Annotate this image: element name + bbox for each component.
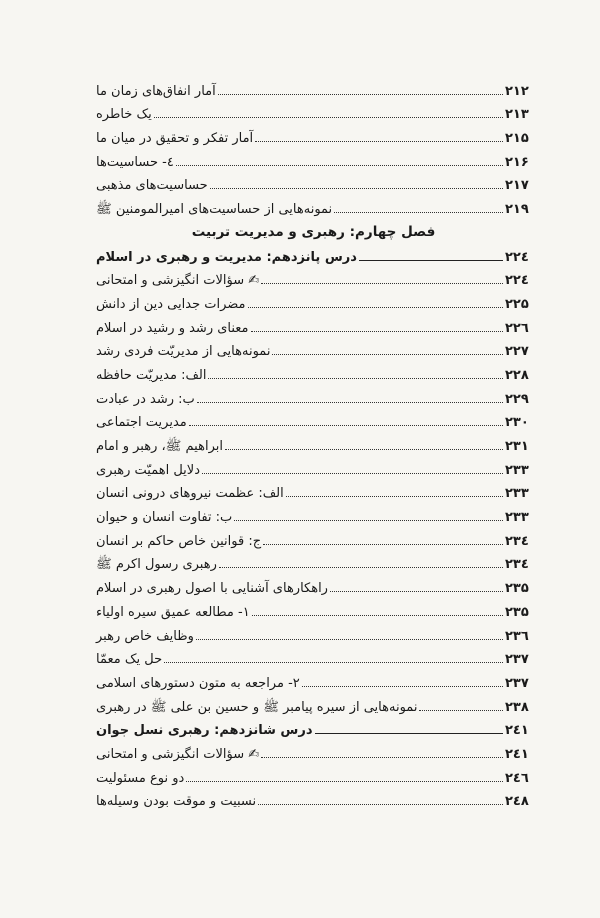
toc-entry-page: ۲۳۱ <box>505 439 529 454</box>
toc-entry <box>92 147 535 171</box>
toc-entry-title: ۱- مطالعه عمیق سیره اولیاء <box>96 604 250 620</box>
dot-leader <box>263 543 503 545</box>
dot-leader <box>189 424 503 426</box>
toc-entry-title: ب: تفاوت انسان و حیوان <box>96 510 233 526</box>
toc-entry <box>92 384 535 408</box>
dot-leader <box>261 756 503 758</box>
toc-entry-title: دو نوع مسئولیت <box>96 770 185 786</box>
toc-entry-title: راهکارهای آشنایی با اصول رهبری در اسلام <box>96 581 328 597</box>
dot-leader <box>225 448 503 450</box>
toc-entry-page: ۲۳۷ <box>505 652 529 668</box>
toc-entry-title: مدیریت اجتماعی <box>96 415 187 431</box>
toc-entry <box>92 337 535 361</box>
toc-entry-title: ✍ سؤالات انگیزشی و امتحانی <box>96 746 260 762</box>
toc-entry-title: آمار انفاق‌های زمان ما <box>96 83 216 99</box>
toc-entry-title: ✍ سؤالات انگیزشی و امتحانی <box>96 273 260 289</box>
toc-entry <box>92 408 535 432</box>
toc-entry-page: ۲۳۷ <box>505 675 529 691</box>
toc-entry <box>92 242 535 266</box>
toc-entry-page: ۲۳۳ <box>505 462 529 478</box>
toc-entry-page: ۲۳٦ <box>505 628 529 644</box>
dot-leader <box>261 282 503 284</box>
toc-entry-page: ۲۱۹ <box>505 202 529 218</box>
chapter-heading <box>92 218 535 242</box>
toc-entry-page: ۲۳٤ <box>505 533 529 549</box>
dot-leader <box>196 638 503 640</box>
table-of-contents <box>92 76 535 810</box>
toc-entry-title: الف: مدیریّت حافظه <box>96 367 207 383</box>
toc-entry <box>92 455 535 479</box>
toc-entry-page: ۲۳۰ <box>505 415 529 431</box>
toc-entry-title: دلایل اهمیّت رهبری <box>96 462 201 478</box>
toc-entry-page: ۲۲٤ <box>505 249 529 265</box>
toc-entry-title: ۲- مراجعه به متون دستورهای اسلامی <box>96 675 300 691</box>
toc-entry <box>92 739 535 763</box>
toc-entry-title: نسبیت و موقت بودن وسیله‌ها <box>96 794 257 810</box>
toc-entry-title: درس پانزدهم: مدیریت و رهبری در اسلام <box>96 249 357 265</box>
toc-entry <box>92 76 535 100</box>
toc-entry-page: ۲۳۸ <box>505 699 529 715</box>
toc-entry <box>92 100 535 124</box>
toc-entry <box>92 194 535 218</box>
dot-leader <box>334 211 503 213</box>
toc-entry-page: ۲۱۲ <box>505 83 529 99</box>
toc-entry-title: ٤- حساسیت‌ها <box>96 154 174 170</box>
toc-entry-page: ۲۳۵ <box>505 604 529 620</box>
toc-entry-page: ۲۱۳ <box>505 107 529 123</box>
dot-leader <box>218 93 503 95</box>
toc-entry-title: ب: رشد در عبادت <box>96 391 195 407</box>
dot-leader <box>234 519 503 521</box>
toc-entry <box>92 668 535 692</box>
toc-entry-page: ۲۳٤ <box>505 557 529 573</box>
toc-entry-title: یک خاطره <box>96 107 152 123</box>
toc-entry-title: وظایف خاص رهبر <box>96 628 194 644</box>
toc-entry <box>92 266 535 290</box>
toc-entry <box>92 526 535 550</box>
toc-entry-page: ۲٤٦ <box>505 770 529 786</box>
toc-entry <box>92 313 535 337</box>
toc-entry-page: ۲۲٤ <box>505 273 529 289</box>
toc-entry-title: ج: قوانین خاص حاکم بر انسان <box>96 533 262 549</box>
dot-leader <box>252 614 503 616</box>
toc-entry <box>92 573 535 597</box>
toc-entry-page: ۲٤۱ <box>505 723 529 739</box>
toc-entry-page: ۲۲۵ <box>505 296 529 312</box>
toc-entry-page: ۲۱۷ <box>505 178 529 194</box>
dot-leader <box>202 472 503 474</box>
dot-leader <box>210 187 503 189</box>
toc-entry-title: ابراهیم ﷺ، رهبر و امام <box>96 439 223 454</box>
toc-entry-page: ۲٤۱ <box>505 746 529 762</box>
toc-entry <box>92 550 535 574</box>
toc-entry <box>92 645 535 669</box>
toc-entry <box>92 787 535 811</box>
toc-entry-title: حل یک معمّا <box>96 652 163 668</box>
toc-entry <box>92 431 535 455</box>
toc-entry-title: آمار تفکر و تحقیق در میان ما <box>96 131 254 147</box>
dot-leader <box>208 377 503 379</box>
toc-entry-page: ۲۳۳ <box>505 510 529 526</box>
toc-entry-title: نمونه‌هایی از مدیریّت فردی رشد <box>96 344 271 360</box>
toc-entry <box>92 621 535 645</box>
toc-entry-title: رهبری رسول اکرم ﷺ <box>96 557 217 573</box>
chapter-title: فصل چهارم: رهبری و مدیریت تربیت <box>191 224 436 241</box>
toc-entry-title: نمونه‌هایی از سیره پیامبر ﷺ و حسین بن علی ﷺ در رهبری <box>96 699 418 715</box>
toc-entry-title: حساسیت‌های مذهبی <box>96 178 208 194</box>
dot-leader <box>272 353 503 355</box>
dot-leader <box>219 566 503 568</box>
dot-leader <box>302 685 503 687</box>
toc-entry-page: ۲۲٦ <box>505 320 529 336</box>
toc-entry-page: ۲۱۶ <box>505 154 529 170</box>
dot-leader <box>154 116 503 118</box>
toc-entry <box>92 502 535 526</box>
dot-leader <box>359 259 503 261</box>
dot-leader <box>186 780 503 782</box>
dot-leader <box>255 140 503 142</box>
dot-leader <box>164 661 503 663</box>
dot-leader <box>286 495 503 497</box>
toc-entry <box>92 692 535 716</box>
dot-leader <box>248 306 504 308</box>
toc-entry <box>92 171 535 195</box>
dot-leader <box>315 732 504 734</box>
toc-entry <box>92 763 535 787</box>
toc-entry-title: مضرات جدایی دین از دانش <box>96 296 246 312</box>
dot-leader <box>197 401 503 403</box>
toc-entry-title: الف: عظمت نیروهای درونی انسان <box>96 486 284 502</box>
toc-entry <box>92 716 535 740</box>
toc-entry <box>92 289 535 313</box>
dot-leader <box>176 164 503 166</box>
toc-entry-page: ۲۱۵ <box>505 131 529 147</box>
toc-entry-page: ۲٤۸ <box>505 794 529 810</box>
dot-leader <box>330 590 503 592</box>
toc-entry-page: ۲۲۸ <box>505 367 529 383</box>
dot-leader <box>258 803 503 805</box>
toc-entry-title: نمونه‌هایی از حساسیت‌های امیرالمومنین ﷺ <box>96 202 333 218</box>
dot-leader <box>419 709 503 711</box>
toc-entry-page: ۲۳۵ <box>505 581 529 597</box>
toc-entry-page: ۲۳۳ <box>505 486 529 502</box>
toc-entry <box>92 360 535 384</box>
toc-entry <box>92 597 535 621</box>
toc-entry-page: ۲۲۹ <box>505 391 529 407</box>
dot-leader <box>251 330 503 332</box>
toc-entry-page: ۲۲۷ <box>505 344 529 360</box>
toc-entry-title: درس شانزدهم: رهبری نسل جوان <box>96 723 313 739</box>
toc-entry <box>92 123 535 147</box>
toc-entry <box>92 479 535 503</box>
toc-entry-title: معنای رشد و رشید در اسلام <box>96 320 249 336</box>
